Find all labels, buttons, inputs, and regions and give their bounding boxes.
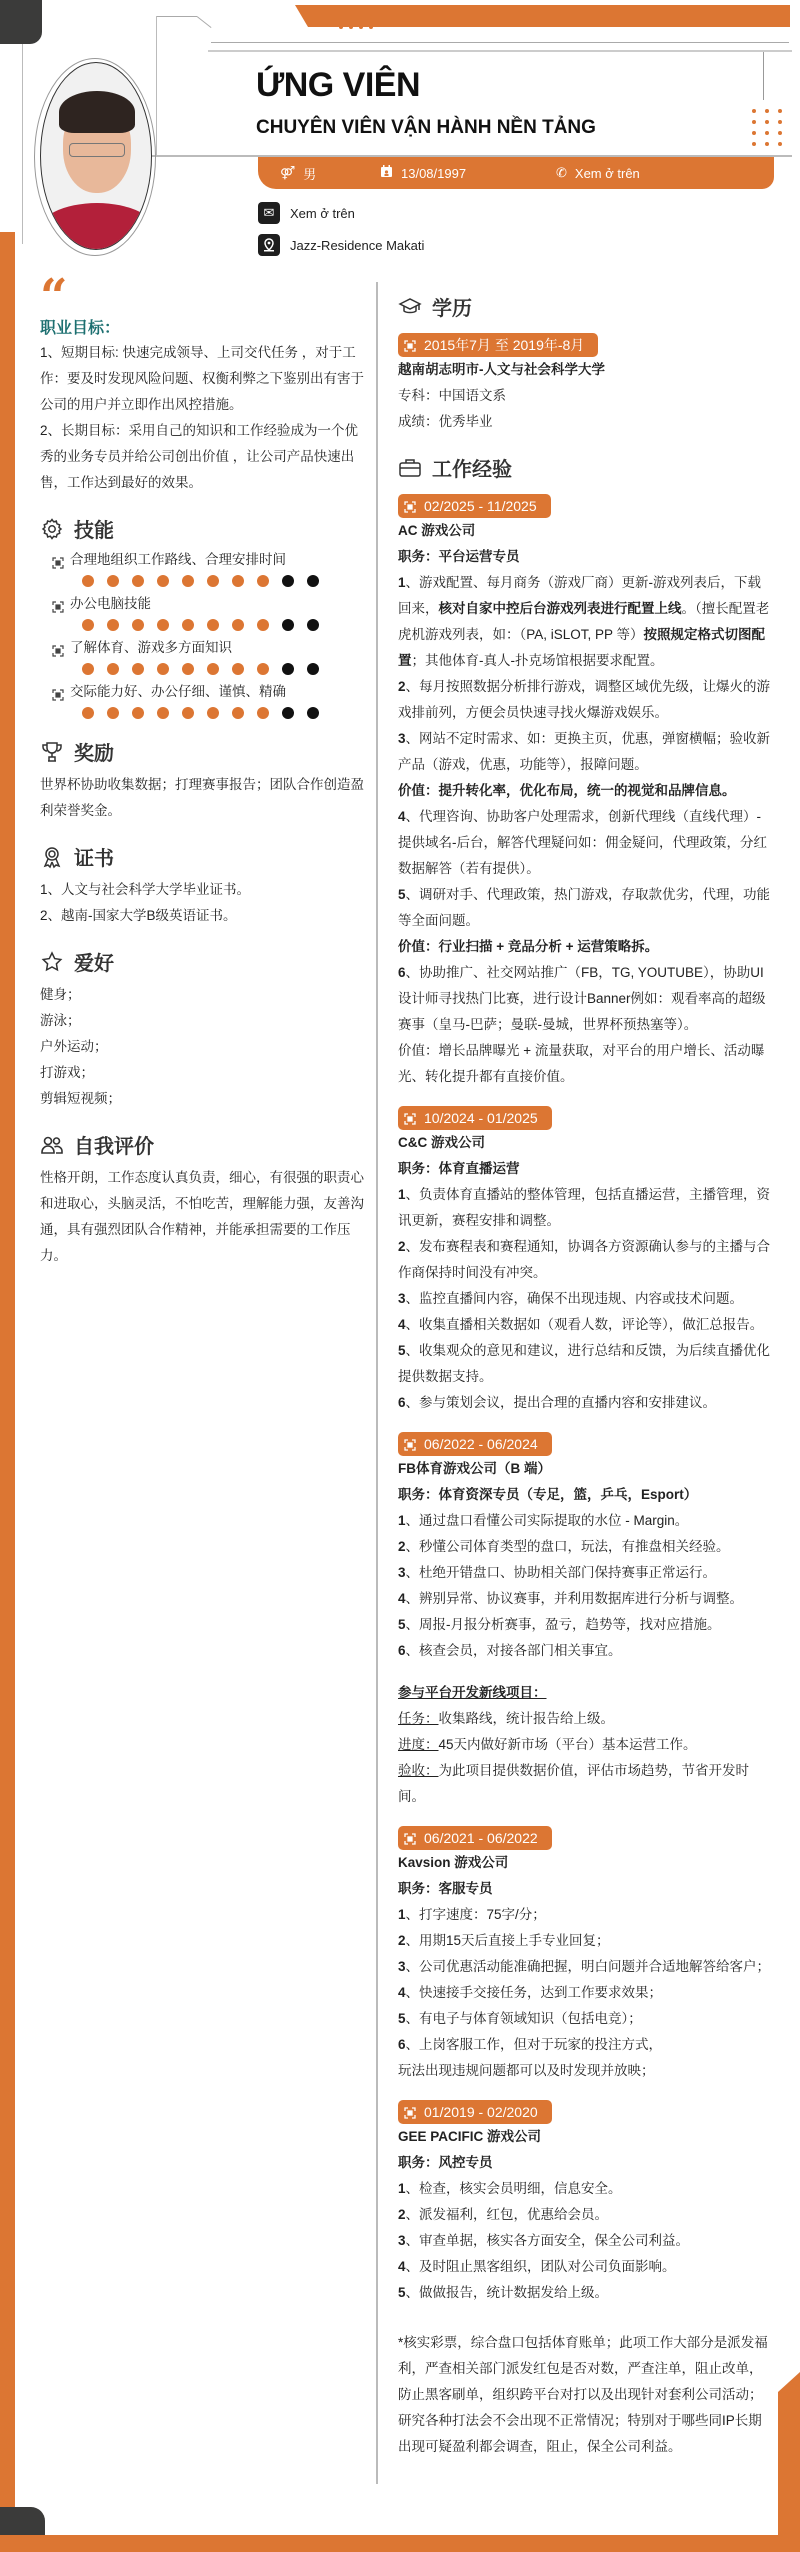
frame-line <box>157 16 197 17</box>
section-heading <box>398 292 770 321</box>
skills-title: 技能 <box>74 520 114 542</box>
filled-dot <box>232 619 244 631</box>
job-role: 职务：体育资深专员（专足，篮，乒乓，Esport） <box>398 1487 698 1502</box>
focus-icon <box>52 598 64 610</box>
project-label: 验收： <box>398 1763 439 1778</box>
hobby-item: 户外运动； <box>40 1039 108 1054</box>
duty-text: 、收集观众的意见和建议，进行总结和反馈，为后续直播优化提供数据支持。 <box>398 1343 771 1384</box>
filled-dot <box>257 707 269 719</box>
job-entry <box>398 1426 770 1810</box>
duty-text: 、网站不定时需求、如：更换主页，优惠，弹窗横幅；验收新产品（游戏，优惠，功能等），报障问题。 <box>398 731 771 772</box>
filled-dot <box>82 663 94 675</box>
duty-line <box>398 1980 770 2006</box>
duty-highlight: 价值：提升转化率，优化布局，统一的视觉和品牌信息。 <box>398 783 736 798</box>
job-entry <box>398 488 770 1090</box>
education-period: 2015年7月 至 2019年-8月 <box>424 337 585 353</box>
filled-dot <box>107 663 119 675</box>
hobby-item: 游泳； <box>40 1013 81 1028</box>
duty-line <box>398 1312 770 1338</box>
duty-number: 4 <box>398 1591 406 1606</box>
duty-line <box>398 804 770 882</box>
filled-dot <box>107 575 119 587</box>
duty-line <box>398 570 770 674</box>
focus-icon <box>404 2106 416 2118</box>
duty-text: 、调研对手、代理政策，热门游戏，存取款优劣，代理，功能等全面问题。 <box>398 887 771 928</box>
duty-number: 5 <box>398 1617 406 1632</box>
dots-decoration <box>752 109 782 146</box>
duty-text: 、检查，核实会员明细，信息安全。 <box>405 2181 622 2196</box>
skill-label-row <box>52 681 370 703</box>
address-item <box>258 234 424 256</box>
project-label: 进度： <box>398 1737 439 1752</box>
skill-item <box>52 549 370 587</box>
duty-number: 5 <box>398 1343 406 1358</box>
duty-text: 、打字速度：75字/分； <box>405 1907 546 1922</box>
filled-dot <box>132 619 144 631</box>
duty-line <box>398 2058 770 2084</box>
awards-section <box>40 737 370 824</box>
duty-line <box>398 882 770 934</box>
filled-dot <box>232 575 244 587</box>
frame-line <box>197 16 212 28</box>
project-text: 45天内做好新市场（平台）基本运营工作。 <box>438 1737 697 1752</box>
filled-dot <box>182 575 194 587</box>
email-value: Xem ở trên <box>290 205 355 221</box>
briefcase-icon <box>398 456 422 480</box>
skill-level-dots <box>52 663 370 675</box>
duty-number: 3 <box>398 731 406 746</box>
filled-dot <box>157 575 169 587</box>
objective-line: 1、短期目标: 快速完成领导、上司交代任务 ，对于工作：要及时发现风险问题、权衡利弊之下鉴别出有害于公司的用户并立即作出风控措施。 <box>40 345 364 412</box>
dots-decoration <box>339 15 373 29</box>
duty-line <box>398 2032 770 2058</box>
duty-number: 6 <box>398 1395 406 1410</box>
job-entry <box>398 1100 770 1416</box>
date-badge <box>398 1826 552 1850</box>
duty-line <box>398 1390 770 1416</box>
duty-text: 、上岗客服工作，但对于玩家的投注方式， <box>405 2037 663 2052</box>
duty-line <box>398 2254 770 2280</box>
empty-dot <box>307 707 319 719</box>
filled-dot <box>207 575 219 587</box>
certificates-section <box>40 842 370 929</box>
phone-icon: ✆ <box>556 165 567 180</box>
duty-line <box>398 2176 770 2202</box>
filled-dot <box>82 575 94 587</box>
project-item <box>398 1732 770 1758</box>
skill-level-dots <box>52 707 370 719</box>
duty-text: 玩法出现违规问题都可以及时发现并放映； <box>398 2063 655 2078</box>
filled-dot <box>207 619 219 631</box>
duty-number: 6 <box>398 2037 406 2052</box>
duty-number: 5 <box>398 887 406 902</box>
duty-number: 3 <box>398 1291 406 1306</box>
filled-dot <box>232 707 244 719</box>
skill-name: 合理地组织工作路线、合理安排时间 <box>70 552 286 567</box>
duty-line <box>398 2006 770 2032</box>
job-period: 06/2022 - 06/2024 <box>424 1436 538 1452</box>
focus-icon <box>404 339 416 351</box>
company-name: Kavsion 游戏公司 <box>398 1855 509 1870</box>
focus-icon <box>404 1112 416 1124</box>
filled-dot <box>257 575 269 587</box>
company-name: GEE PACIFIC 游戏公司 <box>398 2129 542 2144</box>
left-accent-bar <box>0 232 15 2552</box>
duty-number: 4 <box>398 1317 406 1332</box>
duty-number: 3 <box>398 1565 406 1580</box>
date-badge <box>398 1432 552 1456</box>
filled-dot <box>132 707 144 719</box>
job-role: 职务：客服专员 <box>398 1881 493 1896</box>
duty-number: 1 <box>398 575 406 590</box>
project-item <box>398 1758 770 1810</box>
mail-icon: ✉ <box>258 202 280 224</box>
award-ribbon-icon <box>40 845 64 869</box>
duty-number: 3 <box>398 2233 406 2248</box>
duty-text: 、通过盘口看懂公司实际提取的水位 - Margin。 <box>405 1513 689 1528</box>
skill-level-dots <box>52 619 370 631</box>
location-icon <box>258 234 280 256</box>
duty-text: 、负责体育直播站的整体管理，包括直播运营，主播管理，资讯更新，赛程安排和调整。 <box>398 1187 771 1228</box>
experience-title: 工作经验 <box>432 459 512 481</box>
filled-dot <box>182 663 194 675</box>
duty-number: 2 <box>398 679 406 694</box>
duty-line <box>398 1902 770 1928</box>
filled-dot <box>82 619 94 631</box>
project-item <box>398 1706 770 1732</box>
graduation-cap-icon <box>398 295 422 319</box>
certificate-item: 2、越南-国家大学B级英语证书。 <box>40 908 237 923</box>
duty-text: 、收集直播相关数据如（观看人数，评论等），做汇总报告。 <box>405 1317 764 1332</box>
duty-text: 、监控直播间内容，确保不出现违规、内容或技术问题。 <box>405 1291 744 1306</box>
avatar <box>40 62 152 250</box>
phone-value: Xem ở trên <box>574 165 640 181</box>
self-evaluation-section <box>40 1130 370 1269</box>
quote-icon: “ <box>40 269 68 325</box>
duty-line <box>398 1586 770 1612</box>
hobbies-section <box>40 947 370 1112</box>
duty-line <box>398 1038 770 1090</box>
birthdate-item <box>380 165 466 181</box>
duty-line <box>398 1182 770 1234</box>
hobby-item: 健身； <box>40 987 81 1002</box>
skill-label-row <box>52 549 370 571</box>
duty-text: 、用期15天后直接上手专业回复； <box>405 1933 610 1948</box>
duty-text: 、协助推广、社交网站推广（FB，TG, YOUTUBE），协助UI设计师寻找热门比赛，进行设计Banner例如：观看率高的超级赛事（皇马-巴萨；曼联-曼城，世界杯预热塞等）。 <box>398 965 766 1032</box>
duty-text: 、杜绝开错盘口、协助相关部门保持赛事正常运行。 <box>405 1565 717 1580</box>
date-badge <box>398 2100 552 2124</box>
duty-number: 4 <box>398 809 406 824</box>
filled-dot <box>132 663 144 675</box>
empty-dot <box>307 575 319 587</box>
education-title: 学历 <box>432 298 472 320</box>
skill-name: 交际能力好、办公仔细、谨慎、精确 <box>70 684 286 699</box>
duty-number: 2 <box>398 1239 406 1254</box>
section-heading <box>398 453 770 482</box>
frame-line <box>211 42 789 43</box>
date-badge <box>398 333 598 357</box>
gender-icon: ⚤ <box>280 165 296 180</box>
project-text: 为此项目提供数据价值，评估市场趋势，节省开发时间。 <box>398 1763 749 1804</box>
skill-item <box>52 593 370 631</box>
duty-line <box>398 1234 770 1286</box>
duty-highlight: 核对自家中控后台游戏列表进行配置上线 <box>438 601 682 616</box>
skill-label-row <box>52 637 370 659</box>
duty-number: 6 <box>398 1643 406 1658</box>
skills-list <box>40 549 370 719</box>
duty-number: 4 <box>398 2259 406 2274</box>
duty-text: 、快速接手交接任务，达到工作要求效果； <box>405 1985 663 2000</box>
duty-line <box>398 2280 770 2306</box>
duty-number: 2 <box>398 1933 406 1948</box>
duty-number: 3 <box>398 1959 406 1974</box>
job-entry <box>398 1820 770 2084</box>
filled-dot <box>157 619 169 631</box>
duty-text: 、游戏配置、每月商务（游戏厂商）更新-游戏列表后，下载回来， <box>398 575 762 616</box>
duty-line <box>398 934 770 960</box>
bottom-accent-bar <box>0 2535 800 2552</box>
section-heading <box>40 737 370 766</box>
objective-line: 2、长期目标：采用自己的知识和工作经验成为一个优秀的业务专员并给公司创出价值 ，让公司产品快速出售，工作达到最好的效果。 <box>40 423 359 490</box>
hobby-item: 剪辑短视频； <box>40 1091 121 1106</box>
section-heading <box>40 947 370 976</box>
focus-icon <box>52 554 64 566</box>
job-period: 06/2021 - 06/2022 <box>424 1830 538 1846</box>
gear-icon <box>40 517 64 541</box>
duty-text: 、参与策划会议，提出合理的直播内容和安排建议。 <box>405 1395 717 1410</box>
phone-item <box>556 165 640 181</box>
duty-highlight: 价值：行业扫描 + 竞品分析 + 运营策略拆。 <box>398 939 659 954</box>
skill-level-dots <box>52 575 370 587</box>
focus-icon <box>404 500 416 512</box>
awards-text: 世界杯协助收集数据；打理赛事报告；团队合作创造盈利荣誉奖金。 <box>40 777 364 818</box>
empty-dot <box>307 663 319 675</box>
trophy-icon <box>40 740 64 764</box>
hobbies-title: 爱好 <box>74 953 114 975</box>
duty-number: 2 <box>398 2207 406 2222</box>
info-bar <box>258 157 774 189</box>
filled-dot <box>107 707 119 719</box>
education-section <box>398 292 770 435</box>
duty-line <box>398 2228 770 2254</box>
empty-dot <box>307 619 319 631</box>
duty-highlight: 按照规定格式切图配置 <box>398 627 766 668</box>
duty-text: 、发布赛程表和赛程通知，协调各方资源确认参与的主播与合作商保持时间没有冲突。 <box>398 1239 771 1280</box>
corner-decoration <box>778 2372 800 2552</box>
date-badge <box>398 494 551 518</box>
certificate-item: 1、人文与社会科学大学毕业证书。 <box>40 882 251 897</box>
focus-icon <box>404 1438 416 1450</box>
duty-text: 、公司优惠活动能准确把握，明白问题并合适地解答给客户； <box>405 1959 771 1974</box>
skills-section <box>40 514 370 719</box>
filled-dot <box>257 619 269 631</box>
duty-text: 、秒懂公司体育类型的盘口，玩法，有推盘相关经验。 <box>405 1539 730 1554</box>
job-title: CHUYÊN VIÊN VẬN HÀNH NỀN TẢNG <box>256 117 596 138</box>
users-icon <box>40 1133 64 1157</box>
gender-value: 男 <box>303 166 317 182</box>
company-name: FB体育游戏公司（B 端） <box>398 1461 551 1476</box>
address-value: Jazz-Residence Makati <box>290 237 425 253</box>
focus-icon <box>404 1832 416 1844</box>
birthdate-value: 13/08/1997 <box>401 165 467 181</box>
skill-name: 办公电脑技能 <box>70 596 151 611</box>
duty-number: 1 <box>398 1907 406 1922</box>
duty-line <box>398 960 770 1038</box>
experience-section <box>398 453 770 2460</box>
duty-number: 1 <box>398 2181 406 2196</box>
frame-line <box>763 52 764 100</box>
awards-title: 奖励 <box>74 743 114 765</box>
duty-line <box>398 1286 770 1312</box>
job-entry <box>398 2094 770 2460</box>
duty-line <box>398 1612 770 1638</box>
self-evaluation-text: 性格开朗，工作态度认真负责，细心，有很强的职责心和进取心，头脑灵活，不怕吃苦，理解能力强，友善沟通，具有强烈团队合作精神，并能承担需要的工作压力。 <box>40 1170 364 1263</box>
company-name: C&C 游戏公司 <box>398 1135 485 1150</box>
left-column <box>40 269 370 1269</box>
focus-icon <box>52 686 64 698</box>
skill-name: 了解体育、游戏多方面知识 <box>70 640 232 655</box>
filled-dot <box>157 663 169 675</box>
project-title: 参与平台开发新线项目： <box>398 1685 547 1700</box>
calendar-icon <box>380 165 393 181</box>
objective-title: 职业目标： <box>40 320 121 337</box>
duty-line <box>398 1638 770 1664</box>
job-role: 职务：风控专员 <box>398 2155 493 2170</box>
filled-dot <box>182 619 194 631</box>
filled-dot <box>107 619 119 631</box>
filled-dot <box>132 575 144 587</box>
duty-number: 5 <box>398 2285 406 2300</box>
job-period: 10/2024 - 01/2025 <box>424 1110 538 1126</box>
duty-number: 2 <box>398 1539 406 1554</box>
candidate-name: ỨNG VIÊN <box>256 66 421 104</box>
column-divider <box>376 282 378 2484</box>
duty-text: 。（擅长配置老虎机游戏列表，如：（PA, iSLOT, PP 等） <box>398 601 770 642</box>
duty-text: 价值：增长品牌曝光 + 流量获取，对平台的用户增长、活动曝光、转化提升都有直接价值。 <box>398 1043 765 1084</box>
skill-label-row <box>52 593 370 615</box>
skill-item <box>52 637 370 675</box>
duty-text: 、审查单据，核实各方面安全，保全公司利益。 <box>405 2233 690 2248</box>
filled-dot <box>207 663 219 675</box>
filled-dot <box>182 707 194 719</box>
filled-dot <box>82 707 94 719</box>
section-heading <box>40 1130 370 1159</box>
duty-text: 、及时阻止黑客组织，团队对公司负面影响。 <box>405 2259 676 2274</box>
duty-line <box>398 1954 770 1980</box>
major: 专科：中国语文系 <box>398 388 506 403</box>
duty-text: 、辨别异常、协议赛事，并利用数据库进行分析与调整。 <box>405 1591 744 1606</box>
grade: 成绩：优秀毕业 <box>398 414 493 429</box>
duty-line <box>398 1508 770 1534</box>
job-role: 职务：体育直播运营 <box>398 1161 520 1176</box>
duty-text: 、有电子与体育领域知识（包括电竞）； <box>405 2011 642 2026</box>
job-list <box>398 488 770 2460</box>
gender-item <box>280 164 316 183</box>
empty-dot <box>282 707 294 719</box>
filled-dot <box>232 663 244 675</box>
star-icon <box>40 950 64 974</box>
right-column <box>398 292 770 2460</box>
frame-line <box>22 44 23 244</box>
duty-number: 4 <box>398 1985 406 2000</box>
email-item <box>258 202 355 224</box>
duty-text: 、派发福利，红包，优惠给会员。 <box>405 2207 609 2222</box>
job-period: 01/2019 - 02/2020 <box>424 2104 538 2120</box>
section-heading <box>40 514 370 543</box>
duty-text: 、代理咨询、协助客户处理需求，创新代理线（直线代理）- 提供域名-后台，解答代理疑问如：佣金疑问，代理政策，分红数据解答（若有提供）。 <box>398 809 767 876</box>
date-badge <box>398 1106 552 1130</box>
frame-line <box>156 16 157 156</box>
hobby-item: 打游戏； <box>40 1065 94 1080</box>
job-role: 职务：平台运营专员 <box>398 549 520 564</box>
duty-text: 、做做报告，统计数据发给上级。 <box>405 2285 609 2300</box>
filled-dot <box>207 707 219 719</box>
focus-icon <box>52 642 64 654</box>
empty-dot <box>282 575 294 587</box>
section-heading <box>40 842 370 871</box>
self-evaluation-title: 自我评价 <box>74 1136 154 1158</box>
certificates-title: 证书 <box>74 848 114 870</box>
duty-number: 6 <box>398 965 406 980</box>
duty-number: 5 <box>398 2011 406 2026</box>
duty-line <box>398 1560 770 1586</box>
duty-text: 、周报-月报分析赛事，盈亏，趋势等，找对应措施。 <box>405 1617 721 1632</box>
objective-section <box>40 269 370 496</box>
duty-line <box>398 726 770 778</box>
duty-line <box>398 1534 770 1560</box>
company-name: AC 游戏公司 <box>398 523 476 538</box>
skill-item <box>52 681 370 719</box>
job-note: *核实彩票，综合盘口包括体育账单；此项工作大部分是派发福利，严查相关部门派发红包是否对数，严查注单，阻止改单，防止黑客刷单，组织跨平台对打以及出现针对套利公司活动；研究各种打法会不会出现不正常情况；特别对于哪些同IP长期出现可疑盈利都会调查，阻止，保全公司利益。 <box>398 2335 768 2454</box>
project-label: 任务： <box>398 1711 439 1726</box>
duty-number: 1 <box>398 1513 406 1528</box>
empty-dot <box>282 663 294 675</box>
filled-dot <box>257 663 269 675</box>
duty-line <box>398 674 770 726</box>
duty-line <box>398 2202 770 2228</box>
duty-text: 、核查会员，对接各部门相关事宜。 <box>405 1643 622 1658</box>
filled-dot <box>157 707 169 719</box>
duty-number: 1 <box>398 1187 406 1202</box>
project-text: 收集路线，统计报告给上级。 <box>438 1711 614 1726</box>
job-period: 02/2025 - 11/2025 <box>424 498 537 514</box>
duty-text: ；其他体育-真人-扑克场馆根据要求配置。 <box>411 653 664 668</box>
school-name: 越南胡志明市-人文与社会科学大学 <box>398 362 605 377</box>
duty-line <box>398 778 770 804</box>
corner-decoration <box>0 0 42 44</box>
duty-line <box>398 1928 770 1954</box>
empty-dot <box>282 619 294 631</box>
frame-line <box>208 50 792 52</box>
duty-text: 、每月按照数据分析排行游戏，调整区域优先级，让爆火的游戏排前列，方便会员快速寻找火爆游戏娱乐。 <box>398 679 771 720</box>
duty-line <box>398 1338 770 1390</box>
